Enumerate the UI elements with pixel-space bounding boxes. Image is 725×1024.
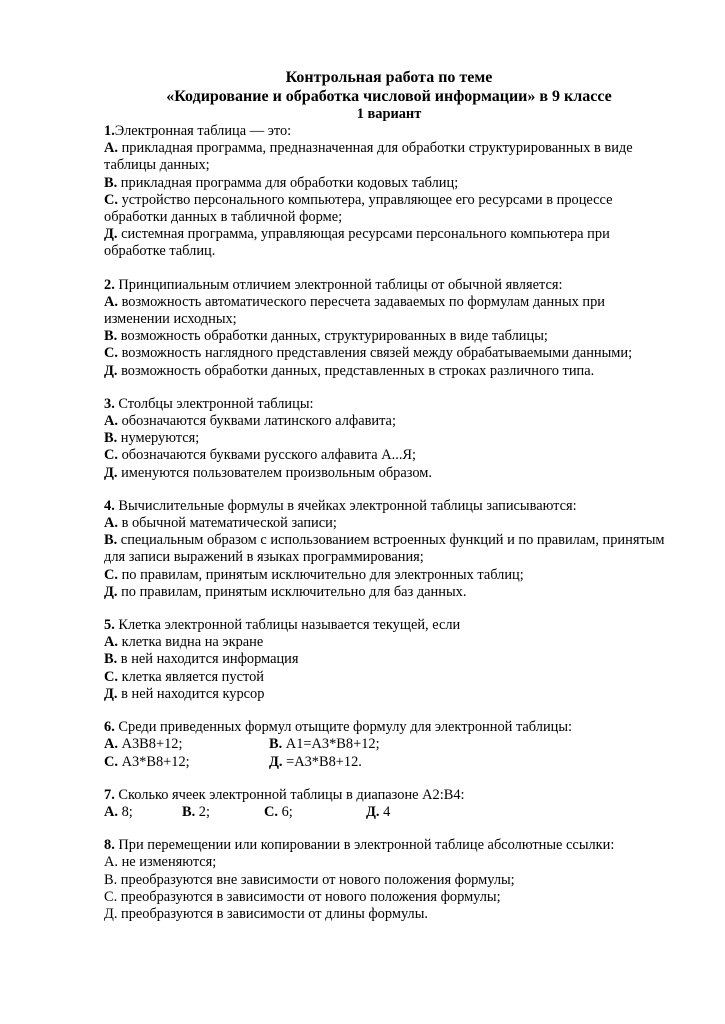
document-header — [104, 68, 674, 123]
question-1-text: 1.Электронная таблица — это: — [104, 123, 292, 139]
answer-b: В. преобразуются вне зависимости от нового положения формулы; — [104, 871, 515, 888]
answer-a: А. А3В8+12; — [104, 736, 183, 753]
question-6 — [104, 719, 674, 771]
question-5 — [104, 617, 674, 703]
question-number: 3. — [104, 395, 115, 412]
answer-a: А. в обычной математической записи; — [104, 515, 337, 532]
variant-label: 1 вариант — [356, 106, 422, 122]
answer-b: В. прикладная программа для обработки кодовых таблиц; — [104, 174, 459, 191]
question-4 — [104, 498, 674, 601]
answer-d: Д. по правилам, принятым исключительно для баз данных. — [104, 583, 467, 600]
question-8-text: 8. При перемещении или копировании в электронной таблице абсолютные ссылки: — [104, 837, 615, 854]
answer-d: Д. =А3*В8+12. — [269, 753, 362, 770]
question-7 — [104, 787, 674, 821]
question-number: 8. — [104, 837, 115, 854]
answer-c: С. А3*В8+12; — [104, 753, 190, 770]
document-page — [104, 68, 674, 939]
answer-d: Д. 4 — [366, 803, 391, 820]
answer-d: Д. системная программа, управляющая ресурсами персонального компьютера при обработке таблиц. — [104, 226, 610, 260]
question-8 — [104, 837, 674, 923]
answer-a: А. прикладная программа, предназначенная для обработки структурированных в виде таблицы данных; — [104, 140, 633, 174]
question-5-text: 5. Клетка электронной таблицы называется текущей, если — [104, 617, 461, 634]
answer-c: С. 6; — [264, 803, 293, 820]
document-title: Контрольная работа по теме — [285, 69, 493, 86]
question-2-text: 2. Принципиальным отличием электронной таблицы от обычной является: — [104, 276, 563, 293]
answer-c: С. преобразуются в зависимости от нового положения формулы; — [104, 888, 501, 905]
answer-row — [104, 754, 674, 771]
answer-c: С. обозначаются буквами русского алфавита А...Я; — [104, 447, 417, 464]
question-3 — [104, 396, 674, 482]
document-subtitle: «Кодирование и обработка числовой информации» в 9 классе — [166, 88, 612, 105]
answer-a: А. возможность автоматического пересчета задаваемых по формулам данных при изменении исходных; — [104, 293, 606, 328]
answer-b: В. специальным образом с использованием встроенных функций и по правилам, принятым для записи выражений в языках программирования; — [104, 532, 665, 566]
question-number: 2. — [104, 276, 115, 293]
question-number: 1. — [104, 123, 115, 139]
question-6-text: 6. Среди приведенных формул отыщите формулу для электронной таблицы: — [104, 719, 573, 736]
answer-b: В. А1=А3*В8+12; — [269, 736, 380, 753]
answer-b: В. нумеруются; — [104, 430, 200, 447]
question-number: 7. — [104, 786, 115, 803]
question-3-text: 3. Столбцы электронной таблицы: — [104, 395, 314, 412]
answer-row — [104, 736, 674, 753]
answer-b: В. возможность обработки данных, структурированных в виде таблицы; — [104, 328, 548, 345]
answer-a: А. обозначаются буквами латинского алфавита; — [104, 413, 396, 430]
question-number: 6. — [104, 719, 115, 736]
question-number: 5. — [104, 617, 115, 634]
answer-c: С. устройство персонального компьютера, управляющее его ресурсами в процессе обработки данных в табличной форме; — [104, 191, 613, 226]
answer-d: Д. именуются пользователем произвольным образом. — [104, 464, 432, 481]
question-number: 4. — [104, 497, 115, 514]
question-7-text: 7. Сколько ячеек электронной таблицы в диапазоне А2:В4: — [104, 786, 465, 803]
answer-d: Д. в ней находится курсор — [104, 685, 265, 702]
answer-b: В. в ней находится информация — [104, 651, 299, 668]
question-1 — [104, 123, 674, 261]
answer-d: Д. преобразуются в зависимости от длины формулы. — [104, 905, 428, 922]
answer-c: С. клетка является пустой — [104, 668, 264, 685]
answer-row — [104, 804, 674, 821]
answer-a: А. не изменяются; — [104, 854, 217, 871]
answer-c: С. возможность наглядного представления связей между обрабатываемыми данными; — [104, 345, 633, 362]
answer-a: А. 8; — [104, 803, 133, 820]
question-2 — [104, 277, 674, 380]
question-4-text: 4. Вычислительные формулы в ячейках электронной таблицы записываются: — [104, 497, 577, 514]
answer-a: А. клетка видна на экране — [104, 634, 264, 651]
answer-c: С. по правилам, принятым исключительно для электронных таблиц; — [104, 566, 524, 583]
answer-d: Д. возможность обработки данных, представленных в строках различного типа. — [104, 362, 595, 379]
answer-b: В. 2; — [182, 803, 210, 820]
